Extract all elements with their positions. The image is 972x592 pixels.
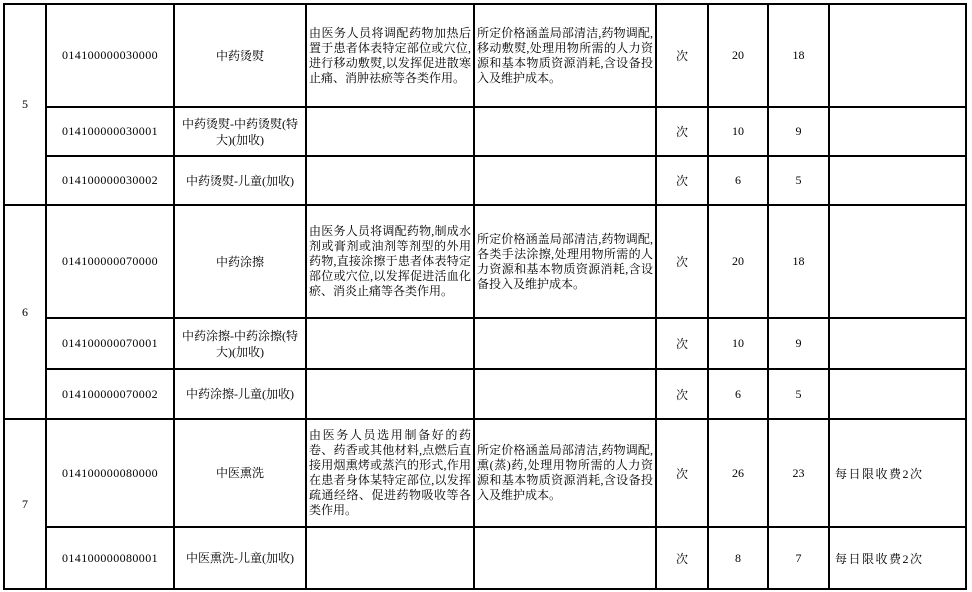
name-cell: 中药烫熨-儿童(加收)	[174, 156, 306, 205]
table-row	[4, 156, 966, 205]
code-cell: 014100000030001	[46, 107, 174, 156]
table-row	[4, 107, 966, 156]
unit-cell: 次	[656, 318, 708, 369]
name-cell: 中药涂擦-中药涂擦(特大)(加收)	[174, 318, 306, 369]
pricing-scope-cell	[474, 527, 656, 589]
price1-cell: 6	[708, 156, 768, 205]
table-row	[4, 369, 966, 419]
note-cell	[829, 4, 966, 107]
note-cell	[829, 369, 966, 419]
code-cell: 014100000030002	[46, 156, 174, 205]
price1-cell: 26	[708, 419, 768, 527]
name-cell: 中药涂擦-儿童(加收)	[174, 369, 306, 419]
price2-cell: 23	[768, 419, 829, 527]
price1-cell: 20	[708, 205, 768, 318]
note-cell: 每日限收费2次	[829, 419, 966, 527]
description-cell	[306, 318, 474, 369]
name-cell: 中医熏洗-儿童(加收)	[174, 527, 306, 589]
price1-cell: 10	[708, 107, 768, 156]
code-cell: 014100000030000	[46, 4, 174, 107]
price2-cell: 9	[768, 107, 829, 156]
price2-cell: 18	[768, 4, 829, 107]
pricing-scope-cell	[474, 107, 656, 156]
table-row	[4, 205, 966, 318]
description-cell	[306, 369, 474, 419]
code-cell: 014100000070000	[46, 205, 174, 318]
description-cell: 由医务人员将调配药物加热后置于患者体表特定部位或穴位,进行移动敷熨,以发挥促进散寒止痛、消肿祛瘀等各类作用。	[306, 4, 474, 107]
unit-cell: 次	[656, 156, 708, 205]
description-cell: 由医务人员选用制备好的药卷、药香或其他材料,点燃后直接用烟熏烤或蒸汽的形式,作用在患者身体某特定部位,以发挥疏通经络、促进药物吸收等各类作用。	[306, 419, 474, 527]
code-cell: 014100000080000	[46, 419, 174, 527]
description-cell: 由医务人员将调配药物,制成水剂或膏剂或油剂等剂型的外用药物,直接涂擦于患者体表特定部位或穴位,以发挥促进活血化瘀、消炎止痛等各类作用。	[306, 205, 474, 318]
row-number-cell: 7	[4, 419, 46, 589]
unit-cell: 次	[656, 527, 708, 589]
price1-cell: 6	[708, 369, 768, 419]
price2-cell: 9	[768, 318, 829, 369]
price2-cell: 5	[768, 156, 829, 205]
price1-cell: 10	[708, 318, 768, 369]
row-number-cell: 5	[4, 4, 46, 205]
description-cell	[306, 156, 474, 205]
unit-cell: 次	[656, 205, 708, 318]
table-row	[4, 527, 966, 589]
table-row	[4, 419, 966, 527]
medical-service-price-table	[3, 3, 967, 590]
note-cell	[829, 156, 966, 205]
code-cell: 014100000070002	[46, 369, 174, 419]
note-cell	[829, 107, 966, 156]
unit-cell: 次	[656, 107, 708, 156]
price1-cell: 20	[708, 4, 768, 107]
row-number-cell: 6	[4, 205, 46, 419]
table-row	[4, 318, 966, 369]
table-row	[4, 4, 966, 107]
price2-cell: 5	[768, 369, 829, 419]
name-cell: 中药烫熨-中药烫熨(特大)(加收)	[174, 107, 306, 156]
price1-cell: 8	[708, 527, 768, 589]
unit-cell: 次	[656, 369, 708, 419]
name-cell: 中医熏洗	[174, 419, 306, 527]
note-cell: 每日限收费2次	[829, 527, 966, 589]
unit-cell: 次	[656, 419, 708, 527]
price2-cell: 18	[768, 205, 829, 318]
name-cell: 中药涂擦	[174, 205, 306, 318]
name-cell: 中药烫熨	[174, 4, 306, 107]
code-cell: 014100000070001	[46, 318, 174, 369]
pricing-scope-cell: 所定价格涵盖局部清洁,药物调配,熏(蒸)药,处理用物所需的人力资源和基本物质资源消耗,含设备投入及维护成本。	[474, 419, 656, 527]
pricing-scope-cell	[474, 156, 656, 205]
note-cell	[829, 205, 966, 318]
unit-cell: 次	[656, 4, 708, 107]
pricing-scope-cell	[474, 318, 656, 369]
pricing-scope-cell	[474, 369, 656, 419]
pricing-scope-cell: 所定价格涵盖局部清洁,药物调配,移动敷熨,处理用物所需的人力资源和基本物质资源消耗,含设备投入及维护成本。	[474, 4, 656, 107]
note-cell	[829, 318, 966, 369]
description-cell	[306, 527, 474, 589]
pricing-scope-cell: 所定价格涵盖局部清洁,药物调配,各类手法涂擦,处理用物所需的人力资源和基本物质资源消耗,含设备投入及维护成本。	[474, 205, 656, 318]
price2-cell: 7	[768, 527, 829, 589]
code-cell: 014100000080001	[46, 527, 174, 589]
description-cell	[306, 107, 474, 156]
